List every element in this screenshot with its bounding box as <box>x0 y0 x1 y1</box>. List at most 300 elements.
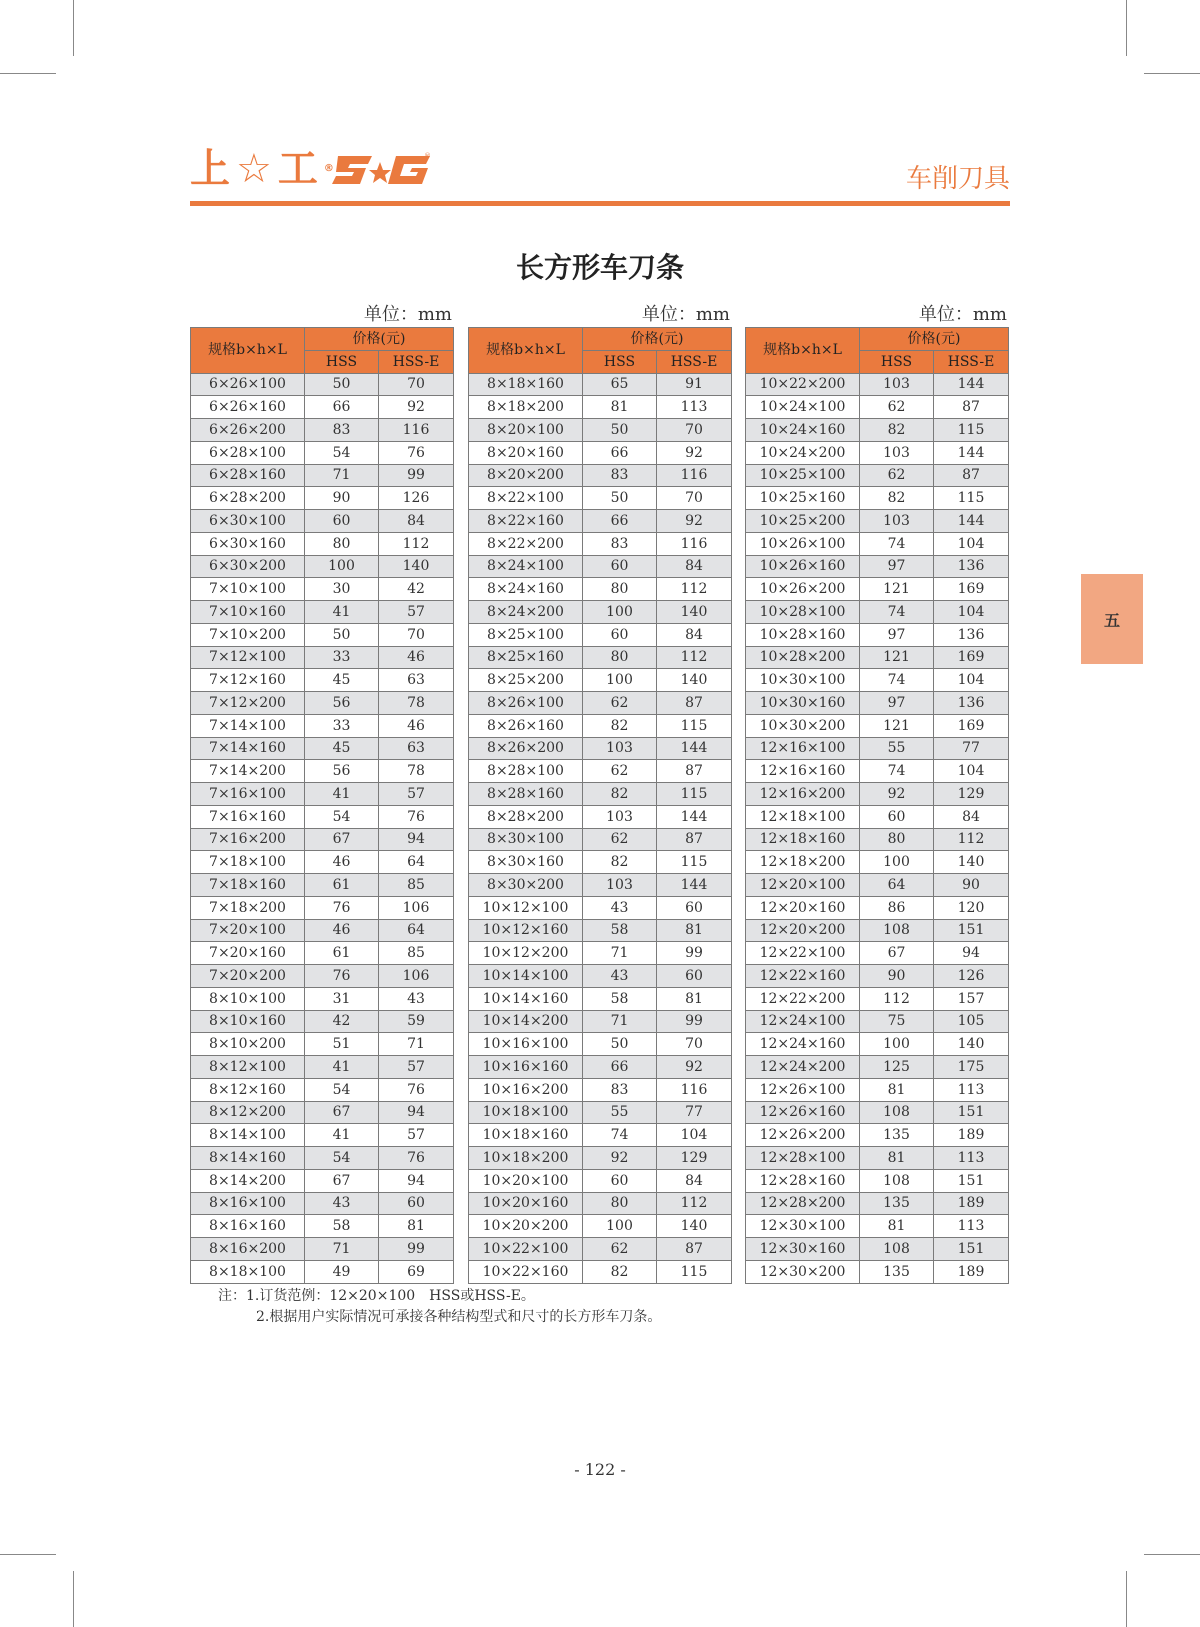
hss-price-cell: 80 <box>305 532 379 555</box>
registered-mark: ® <box>424 152 431 160</box>
spec-table-3 <box>745 327 1009 1284</box>
spec-cell: 10×26×100 <box>746 532 860 555</box>
spec-cell: 8×22×160 <box>469 510 583 533</box>
table-row <box>746 487 1009 510</box>
spec-cell: 8×26×100 <box>469 692 583 715</box>
hss-price-cell: 92 <box>860 783 934 806</box>
table-row <box>469 1215 732 1238</box>
table-row <box>191 692 454 715</box>
spec-cell: 8×30×100 <box>469 828 583 851</box>
table-row <box>191 578 454 601</box>
hss-price-cell: 58 <box>583 919 657 942</box>
table-row <box>746 646 1009 669</box>
spec-cell: 8×18×200 <box>469 396 583 419</box>
table-row <box>191 396 454 419</box>
hss-price-cell: 62 <box>583 692 657 715</box>
hss-price-cell: 86 <box>860 896 934 919</box>
hsse-price-cell: 113 <box>934 1215 1009 1238</box>
unit-label: 单位：mm <box>641 304 730 325</box>
table-row <box>469 396 732 419</box>
spec-cell: 12×30×160 <box>746 1238 860 1261</box>
hss-price-cell: 54 <box>305 805 379 828</box>
hsse-price-cell: 94 <box>934 942 1009 965</box>
spec-cell: 8×24×100 <box>469 555 583 578</box>
spec-cell: 12×16×160 <box>746 760 860 783</box>
crop-mark <box>73 0 74 56</box>
hsse-price-cell: 60 <box>657 896 732 919</box>
hsse-price-cell: 71 <box>379 1033 454 1056</box>
table-row <box>191 623 454 646</box>
spec-cell: 10×26×200 <box>746 578 860 601</box>
table-row <box>469 669 732 692</box>
spec-cell: 8×10×200 <box>191 1033 305 1056</box>
spec-cell: 8×18×160 <box>469 373 583 396</box>
unit-label: 单位：mm <box>363 304 452 325</box>
table-row <box>746 1260 1009 1283</box>
hss-price-cell: 121 <box>860 714 934 737</box>
hsse-price-cell: 169 <box>934 714 1009 737</box>
hss-price-cell: 103 <box>860 373 934 396</box>
hss-price-cell: 75 <box>860 1010 934 1033</box>
spec-cell: 8×30×160 <box>469 851 583 874</box>
table-row <box>469 464 732 487</box>
table-row <box>746 1192 1009 1215</box>
table-row <box>746 419 1009 442</box>
hss-price-cell: 67 <box>860 942 934 965</box>
table-row <box>746 441 1009 464</box>
spec-cell: 10×18×100 <box>469 1101 583 1124</box>
spec-cell: 10×14×100 <box>469 965 583 988</box>
table-row <box>469 487 732 510</box>
hsse-price-cell: 126 <box>379 487 454 510</box>
hss-price-cell: 67 <box>305 828 379 851</box>
table-row <box>746 1215 1009 1238</box>
hsse-price-cell: 78 <box>379 760 454 783</box>
table-row <box>191 714 454 737</box>
hss-price-cell: 76 <box>305 965 379 988</box>
table-row <box>191 965 454 988</box>
hss-price-cell: 71 <box>305 464 379 487</box>
spec-cell: 10×18×160 <box>469 1124 583 1147</box>
spec-cell: 10×22×100 <box>469 1238 583 1261</box>
hsse-price-cell: 106 <box>379 965 454 988</box>
spec-cell: 6×28×160 <box>191 464 305 487</box>
hsse-price-cell: 104 <box>934 601 1009 624</box>
hss-price-cell: 50 <box>583 419 657 442</box>
spec-cell: 7×20×200 <box>191 965 305 988</box>
hss-price-cell: 100 <box>583 1215 657 1238</box>
table-row <box>469 1192 732 1215</box>
spec-cell: 10×30×200 <box>746 714 860 737</box>
hsse-price-cell: 151 <box>934 1238 1009 1261</box>
hss-price-cell: 41 <box>305 1124 379 1147</box>
hss-price-cell: 50 <box>583 1033 657 1056</box>
hsse-price-cell: 169 <box>934 646 1009 669</box>
hsse-price-cell: 144 <box>934 441 1009 464</box>
hss-price-cell: 100 <box>583 669 657 692</box>
spec-cell: 12×26×200 <box>746 1124 860 1147</box>
hsse-price-cell: 99 <box>657 1010 732 1033</box>
table-row <box>191 851 454 874</box>
page-title: 长方形车刀条 <box>515 251 684 284</box>
spec-cell: 8×14×100 <box>191 1124 305 1147</box>
hss-price-cell: 62 <box>583 828 657 851</box>
spec-cell: 8×14×200 <box>191 1169 305 1192</box>
table-row <box>191 1010 454 1033</box>
table-row <box>191 1215 454 1238</box>
spec-cell: 10×24×160 <box>746 419 860 442</box>
hss-price-cell: 50 <box>305 373 379 396</box>
table-row <box>746 532 1009 555</box>
table-row <box>469 987 732 1010</box>
hss-price-cell: 33 <box>305 714 379 737</box>
hsse-price-cell: 77 <box>934 737 1009 760</box>
hsse-price-cell: 175 <box>934 1056 1009 1079</box>
page-number: - 122 - <box>574 1460 626 1479</box>
hsse-price-cell: 115 <box>934 419 1009 442</box>
hsse-price-cell: 84 <box>934 805 1009 828</box>
header-price: 价格(元) <box>860 328 1009 351</box>
hsse-price-cell: 140 <box>934 1033 1009 1056</box>
spec-cell: 8×24×200 <box>469 601 583 624</box>
spec-cell: 10×28×160 <box>746 623 860 646</box>
spec-cell: 8×25×160 <box>469 646 583 669</box>
hsse-price-cell: 76 <box>379 805 454 828</box>
hss-price-cell: 90 <box>305 487 379 510</box>
table-row <box>746 1056 1009 1079</box>
hsse-price-cell: 151 <box>934 919 1009 942</box>
hsse-price-cell: 113 <box>657 396 732 419</box>
table-row <box>191 487 454 510</box>
table-row <box>746 601 1009 624</box>
table-row <box>469 1147 732 1170</box>
spec-cell: 8×22×100 <box>469 487 583 510</box>
table-row <box>191 1078 454 1101</box>
hsse-price-cell: 104 <box>934 760 1009 783</box>
hsse-price-cell: 116 <box>657 1078 732 1101</box>
hsse-price-cell: 43 <box>379 987 454 1010</box>
hss-price-cell: 83 <box>583 532 657 555</box>
hsse-price-cell: 59 <box>379 1010 454 1033</box>
spec-cell: 12×22×200 <box>746 987 860 1010</box>
hsse-price-cell: 76 <box>379 1078 454 1101</box>
table-row <box>191 373 454 396</box>
hss-price-cell: 135 <box>860 1192 934 1215</box>
hsse-price-cell: 140 <box>657 1215 732 1238</box>
table-row <box>469 1010 732 1033</box>
header-spec: 规格b×h×L <box>191 328 305 374</box>
hss-price-cell: 83 <box>583 464 657 487</box>
table-row <box>746 965 1009 988</box>
spec-cell: 7×14×160 <box>191 737 305 760</box>
header-hss: HSS <box>583 350 657 373</box>
header-price: 价格(元) <box>583 328 732 351</box>
table-row <box>469 828 732 851</box>
spec-cell: 6×30×200 <box>191 555 305 578</box>
hsse-price-cell: 105 <box>934 1010 1009 1033</box>
table-row <box>746 1147 1009 1170</box>
table-row <box>746 828 1009 851</box>
hss-price-cell: 61 <box>305 874 379 897</box>
crop-mark <box>0 1554 56 1555</box>
crop-mark <box>1144 73 1200 74</box>
table-row <box>191 441 454 464</box>
spec-cell: 8×26×200 <box>469 737 583 760</box>
hss-price-cell: 60 <box>583 623 657 646</box>
hss-price-cell: 82 <box>583 714 657 737</box>
table-row <box>746 1010 1009 1033</box>
table-row <box>746 919 1009 942</box>
table-row <box>191 419 454 442</box>
hsse-price-cell: 140 <box>934 851 1009 874</box>
hsse-price-cell: 46 <box>379 646 454 669</box>
hss-price-cell: 31 <box>305 987 379 1010</box>
hsse-price-cell: 189 <box>934 1260 1009 1283</box>
crop-mark <box>0 73 56 74</box>
hss-price-cell: 62 <box>860 464 934 487</box>
table-row <box>469 1033 732 1056</box>
hss-price-cell: 41 <box>305 1056 379 1079</box>
spec-cell: 10×16×200 <box>469 1078 583 1101</box>
hsse-price-cell: 144 <box>657 874 732 897</box>
hsse-price-cell: 84 <box>657 555 732 578</box>
table-row <box>746 396 1009 419</box>
spec-cell: 10×24×100 <box>746 396 860 419</box>
hsse-price-cell: 76 <box>379 1147 454 1170</box>
hsse-price-cell: 140 <box>657 669 732 692</box>
spec-cell: 10×22×200 <box>746 373 860 396</box>
hsse-price-cell: 120 <box>934 896 1009 919</box>
hsse-price-cell: 189 <box>934 1192 1009 1215</box>
spec-cell: 8×16×200 <box>191 1238 305 1261</box>
hss-price-cell: 62 <box>860 396 934 419</box>
table-row <box>469 532 732 555</box>
hss-price-cell: 103 <box>860 441 934 464</box>
hss-price-cell: 74 <box>860 669 934 692</box>
hsse-price-cell: 85 <box>379 942 454 965</box>
hsse-price-cell: 46 <box>379 714 454 737</box>
table-row <box>191 737 454 760</box>
spec-cell: 10×16×160 <box>469 1056 583 1079</box>
spec-cell: 12×20×200 <box>746 919 860 942</box>
table-row <box>469 601 732 624</box>
spec-cell: 8×25×200 <box>469 669 583 692</box>
spec-cell: 8×14×160 <box>191 1147 305 1170</box>
hss-price-cell: 64 <box>860 874 934 897</box>
table-row <box>469 555 732 578</box>
hsse-price-cell: 169 <box>934 578 1009 601</box>
hsse-price-cell: 87 <box>657 828 732 851</box>
hss-price-cell: 66 <box>583 1056 657 1079</box>
spec-cell: 12×24×160 <box>746 1033 860 1056</box>
spec-cell: 7×18×160 <box>191 874 305 897</box>
hsse-price-cell: 113 <box>934 1078 1009 1101</box>
table-row <box>191 1101 454 1124</box>
hsse-price-cell: 99 <box>379 464 454 487</box>
hss-price-cell: 60 <box>305 510 379 533</box>
spec-cell: 10×12×160 <box>469 919 583 942</box>
table-row <box>746 1124 1009 1147</box>
hsse-price-cell: 116 <box>657 532 732 555</box>
hss-price-cell: 82 <box>860 487 934 510</box>
table-row <box>746 737 1009 760</box>
hss-price-cell: 45 <box>305 737 379 760</box>
spec-cell: 8×20×160 <box>469 441 583 464</box>
hss-price-cell: 71 <box>583 1010 657 1033</box>
hsse-price-cell: 60 <box>379 1192 454 1215</box>
spec-cell: 10×14×160 <box>469 987 583 1010</box>
table-row <box>746 1101 1009 1124</box>
hsse-price-cell: 104 <box>934 669 1009 692</box>
hsse-price-cell: 60 <box>657 965 732 988</box>
hss-price-cell: 80 <box>860 828 934 851</box>
hsse-price-cell: 57 <box>379 601 454 624</box>
hss-price-cell: 74 <box>860 532 934 555</box>
hss-price-cell: 100 <box>860 1033 934 1056</box>
header-price: 价格(元) <box>305 328 454 351</box>
hsse-price-cell: 99 <box>657 942 732 965</box>
hss-price-cell: 90 <box>860 965 934 988</box>
hss-price-cell: 71 <box>583 942 657 965</box>
hsse-price-cell: 85 <box>379 874 454 897</box>
hss-price-cell: 74 <box>860 760 934 783</box>
crop-mark <box>73 1571 74 1627</box>
crop-mark <box>1144 1554 1200 1555</box>
hss-price-cell: 51 <box>305 1033 379 1056</box>
table-row <box>746 373 1009 396</box>
table-row <box>191 760 454 783</box>
spec-cell: 7×16×100 <box>191 783 305 806</box>
hss-price-cell: 97 <box>860 555 934 578</box>
hss-price-cell: 41 <box>305 783 379 806</box>
spec-cell: 8×16×100 <box>191 1192 305 1215</box>
hss-price-cell: 66 <box>583 441 657 464</box>
spec-cell: 7×20×160 <box>191 942 305 965</box>
hsse-price-cell: 78 <box>379 692 454 715</box>
table-row <box>746 714 1009 737</box>
spec-cell: 8×28×160 <box>469 783 583 806</box>
table-row <box>191 987 454 1010</box>
hss-price-cell: 56 <box>305 760 379 783</box>
hsse-price-cell: 87 <box>934 464 1009 487</box>
table-row <box>469 1238 732 1261</box>
table-row <box>746 760 1009 783</box>
spec-cell: 6×30×100 <box>191 510 305 533</box>
table-row <box>469 1169 732 1192</box>
table-row <box>746 783 1009 806</box>
hss-price-cell: 103 <box>860 510 934 533</box>
hsse-price-cell: 112 <box>657 1192 732 1215</box>
spec-cell: 8×28×100 <box>469 760 583 783</box>
header-spec: 规格b×h×L <box>469 328 583 374</box>
hsse-price-cell: 91 <box>657 373 732 396</box>
hss-price-cell: 82 <box>583 783 657 806</box>
spec-cell: 12×16×100 <box>746 737 860 760</box>
table-row <box>469 760 732 783</box>
table-row <box>191 1260 454 1283</box>
hsse-price-cell: 144 <box>657 805 732 828</box>
hss-price-cell: 82 <box>583 1260 657 1283</box>
hss-price-cell: 43 <box>583 965 657 988</box>
hsse-price-cell: 157 <box>934 987 1009 1010</box>
hsse-price-cell: 57 <box>379 783 454 806</box>
table-row <box>469 942 732 965</box>
table-row <box>746 692 1009 715</box>
table-row <box>469 1260 732 1283</box>
table-row <box>746 1033 1009 1056</box>
hss-price-cell: 80 <box>583 578 657 601</box>
spec-cell: 8×10×160 <box>191 1010 305 1033</box>
table-row <box>746 510 1009 533</box>
table-row <box>469 1056 732 1079</box>
spec-cell: 10×22×160 <box>469 1260 583 1283</box>
hsse-price-cell: 106 <box>379 896 454 919</box>
hsse-price-cell: 104 <box>934 532 1009 555</box>
sg-logo-icon <box>332 152 432 188</box>
spec-table-1 <box>190 327 454 1284</box>
hss-price-cell: 60 <box>583 1169 657 1192</box>
note-line-1: 注：1.订货范例：12×20×100 HSS或HSS-E。 <box>218 1288 535 1304</box>
spec-cell: 7×20×100 <box>191 919 305 942</box>
hss-price-cell: 100 <box>583 601 657 624</box>
crop-mark <box>1126 0 1127 56</box>
spec-cell: 12×30×100 <box>746 1215 860 1238</box>
hsse-price-cell: 112 <box>657 578 732 601</box>
hsse-price-cell: 90 <box>934 874 1009 897</box>
hsse-price-cell: 64 <box>379 851 454 874</box>
hsse-price-cell: 94 <box>379 1101 454 1124</box>
table-row <box>191 828 454 851</box>
hss-price-cell: 55 <box>583 1101 657 1124</box>
spec-cell: 10×28×100 <box>746 601 860 624</box>
hsse-price-cell: 84 <box>379 510 454 533</box>
spec-cell: 10×20×100 <box>469 1169 583 1192</box>
spec-cell: 12×22×160 <box>746 965 860 988</box>
table-row <box>191 464 454 487</box>
spec-cell: 6×30×160 <box>191 532 305 555</box>
hss-price-cell: 97 <box>860 623 934 646</box>
spec-cell: 12×26×100 <box>746 1078 860 1101</box>
hsse-price-cell: 112 <box>657 646 732 669</box>
spec-cell: 10×20×200 <box>469 1215 583 1238</box>
spec-cell: 8×26×160 <box>469 714 583 737</box>
hss-price-cell: 103 <box>583 874 657 897</box>
hss-price-cell: 100 <box>860 851 934 874</box>
hss-price-cell: 43 <box>305 1192 379 1215</box>
spec-cell: 6×28×100 <box>191 441 305 464</box>
hss-price-cell: 50 <box>305 623 379 646</box>
hss-price-cell: 66 <box>305 396 379 419</box>
hsse-price-cell: 136 <box>934 692 1009 715</box>
table-row <box>469 851 732 874</box>
spec-cell: 12×18×160 <box>746 828 860 851</box>
hsse-price-cell: 64 <box>379 919 454 942</box>
table-row <box>191 555 454 578</box>
hss-price-cell: 50 <box>583 487 657 510</box>
hss-price-cell: 65 <box>583 373 657 396</box>
hsse-price-cell: 70 <box>657 487 732 510</box>
table-row <box>746 896 1009 919</box>
spec-cell: 8×22×200 <box>469 532 583 555</box>
hsse-price-cell: 77 <box>657 1101 732 1124</box>
hss-price-cell: 67 <box>305 1101 379 1124</box>
spec-cell: 12×26×160 <box>746 1101 860 1124</box>
spec-cell: 8×18×100 <box>191 1260 305 1283</box>
spec-cell: 8×12×100 <box>191 1056 305 1079</box>
hss-price-cell: 46 <box>305 851 379 874</box>
notes <box>218 1286 661 1328</box>
spec-cell: 10×18×200 <box>469 1147 583 1170</box>
